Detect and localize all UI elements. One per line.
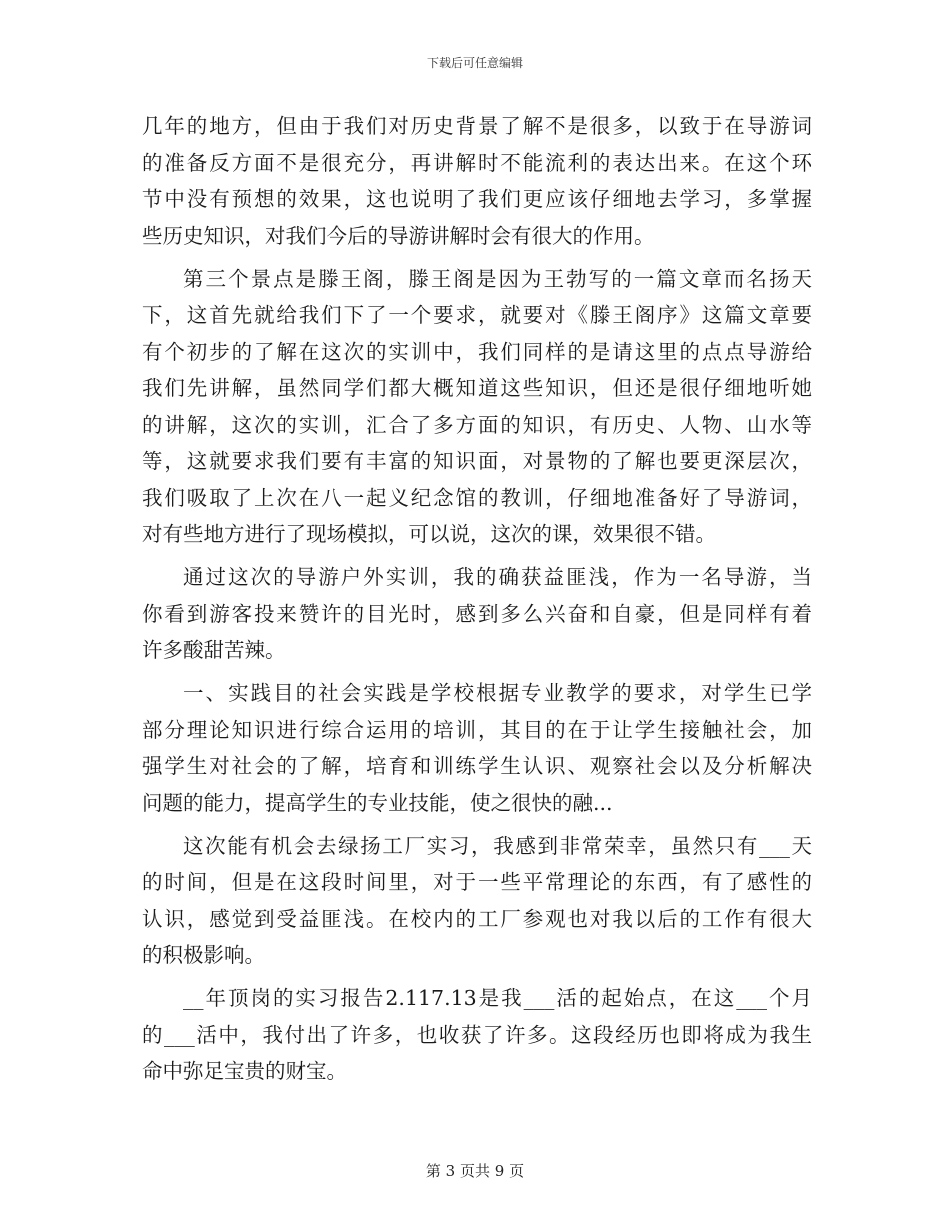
text-line: 问题的能力，提高学生的专业技能，使之很快的融...	[142, 790, 613, 815]
text-line: 通过这次的导游户外实训，我的确获益匪浅，作为一名导游，当	[183, 565, 812, 589]
paragraph	[142, 261, 812, 553]
text-line: 部分理论知识进行综合运用的培训，其目的在于让学生接触社会，加	[142, 717, 812, 742]
text-line: 一、实践目的社会实践是学校根据专业教学的要求，对学生已学	[183, 681, 812, 705]
paragraph	[142, 828, 812, 974]
text-line: 的讲解，这次的实训，汇合了多方面的知识，有历史、人物、山水等	[142, 412, 812, 437]
text-line: 等，这就要求我们要有丰富的知识面，对景物的了解也要更深层次，	[142, 449, 812, 473]
text-line: 的积极影响。	[142, 943, 265, 967]
text-line: 节中没有预想的效果，这也说明了我们更应该仔细地去学习，多掌握	[142, 187, 812, 211]
text-line: __年顶岗的实习报告2.117.13是我___活的起始点，在这___个月	[183, 986, 812, 1010]
page-footer: 第 3 页共 9 页	[425, 1162, 525, 1180]
paragraph	[142, 675, 812, 821]
text-line: 的准备反方面不是很充分，再讲解时不能流利的表达出来。在这个环	[142, 150, 812, 175]
text-line: 下，这首先就给我们下了一个要求，就要对《滕王阁序》这篇文章要	[142, 303, 812, 327]
text-line: 强学生对社会的了解，培育和训练学生认识、观察社会以及分析解决	[142, 754, 812, 778]
text-line: 对有些地方进行了现场模拟，可以说，这次的课，效果很不错。	[142, 522, 716, 546]
text-line: 我们吸取了上次在八一起义纪念馆的教训，仔细地准备好了导游词，	[142, 485, 812, 510]
text-line: 许多酸甜苦辣。	[142, 638, 286, 662]
document-body	[142, 108, 812, 1090]
paragraph	[142, 980, 812, 1090]
paragraph	[142, 559, 812, 669]
page-header: 下载后可任意编辑	[426, 56, 523, 70]
text-line: 我们先讲解，虽然同学们都大概知道这些知识，但还是很仔细地听她	[142, 376, 812, 400]
text-line: 的___活中，我付出了许多，也收获了许多。这段经历也即将成为我生	[142, 1022, 812, 1047]
text-line: 命中弥足宝贵的财宝。	[142, 1059, 347, 1083]
text-line: 几年的地方，但由于我们对历史背景了解不是很多，以致于在导游词	[142, 114, 812, 138]
text-line: 些历史知识，对我们今后的导游讲解时会有很大的作用。	[142, 223, 655, 248]
text-line: 有个初步的了解在这次的实训中，我们同样的是请这里的点点导游给	[142, 339, 812, 364]
paragraph	[142, 108, 812, 254]
text-line: 这次能有机会去绿扬工厂实习，我感到非常荣幸，虽然只有___天	[183, 833, 812, 858]
text-line: 你看到游客投来赞许的目光时，感到多么兴奋和自豪，但是同样有着	[142, 601, 812, 626]
text-line: 第三个景点是滕王阁，滕王阁是因为王勃写的一篇文章而名扬天	[183, 266, 812, 291]
text-line: 的时间，但是在这段时间里，对于一些平常理论的东西，有了感性的	[142, 870, 812, 894]
text-line: 认识，感觉到受益匪浅。在校内的工厂参观也对我以后的工作有很大	[142, 906, 812, 931]
